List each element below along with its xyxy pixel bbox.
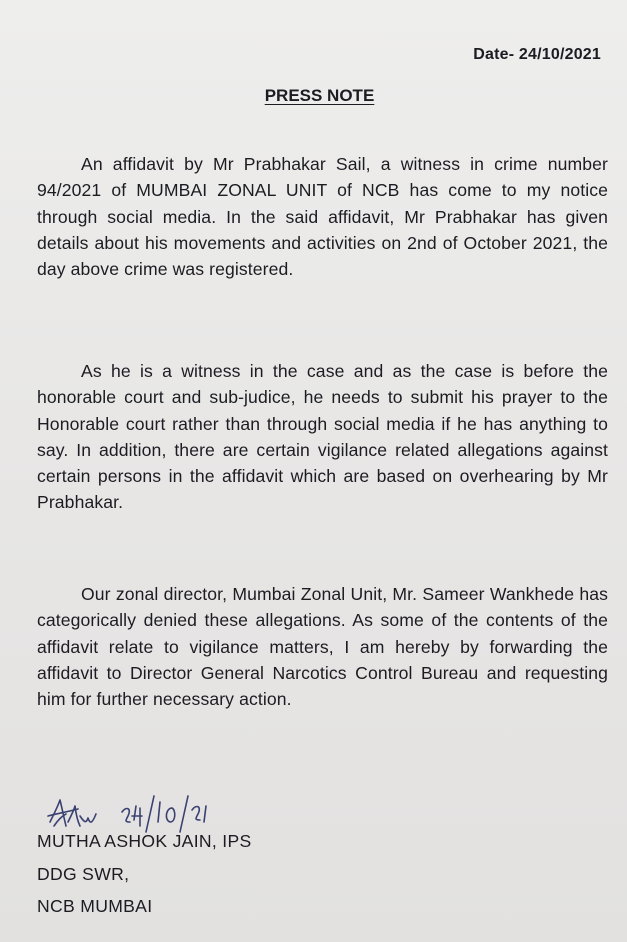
document-title-row xyxy=(0,86,627,106)
signer-designation: DDG SWR, xyxy=(37,864,130,884)
signer-office: NCB MUMBAI xyxy=(37,896,153,916)
document-title: PRESS NOTE xyxy=(264,86,375,105)
paragraph-2: As he is a witness in the case and as the case is before the honorable court and sub-judice, he needs to submit his prayer to the Honorable court rather than through social media if he has anything to say. In addition, there are certain vigilance related allegations against certain persons in the affidavit which are based on overhearing by Mr Prabhakar. xyxy=(37,361,608,513)
paragraph-1: An affidavit by Mr Prabhakar Sail, a witness in crime number 94/2021 of MUMBAI ZONAL UNIT of NCB has come to my notice through social media. In the said affidavit, Mr Prabhakar has given details about his movements and activities on 2nd of October 2021, the day above crime was registered. xyxy=(37,154,608,280)
paragraph-3: Our zonal director, Mumbai Zonal Unit, Mr. Sameer Wankhede has categorically denied these allegations. As some of the contents of the affidavit relate to vigilance matters, I am hereby by forwarding the affidavit to Director General Narcotics Control Bureau and requesting him for further necessary action. xyxy=(37,584,608,710)
document-date: Date- 24/10/2021 xyxy=(473,46,601,63)
signer-name: MUTHA ASHOK JAIN, IPS xyxy=(37,831,252,851)
